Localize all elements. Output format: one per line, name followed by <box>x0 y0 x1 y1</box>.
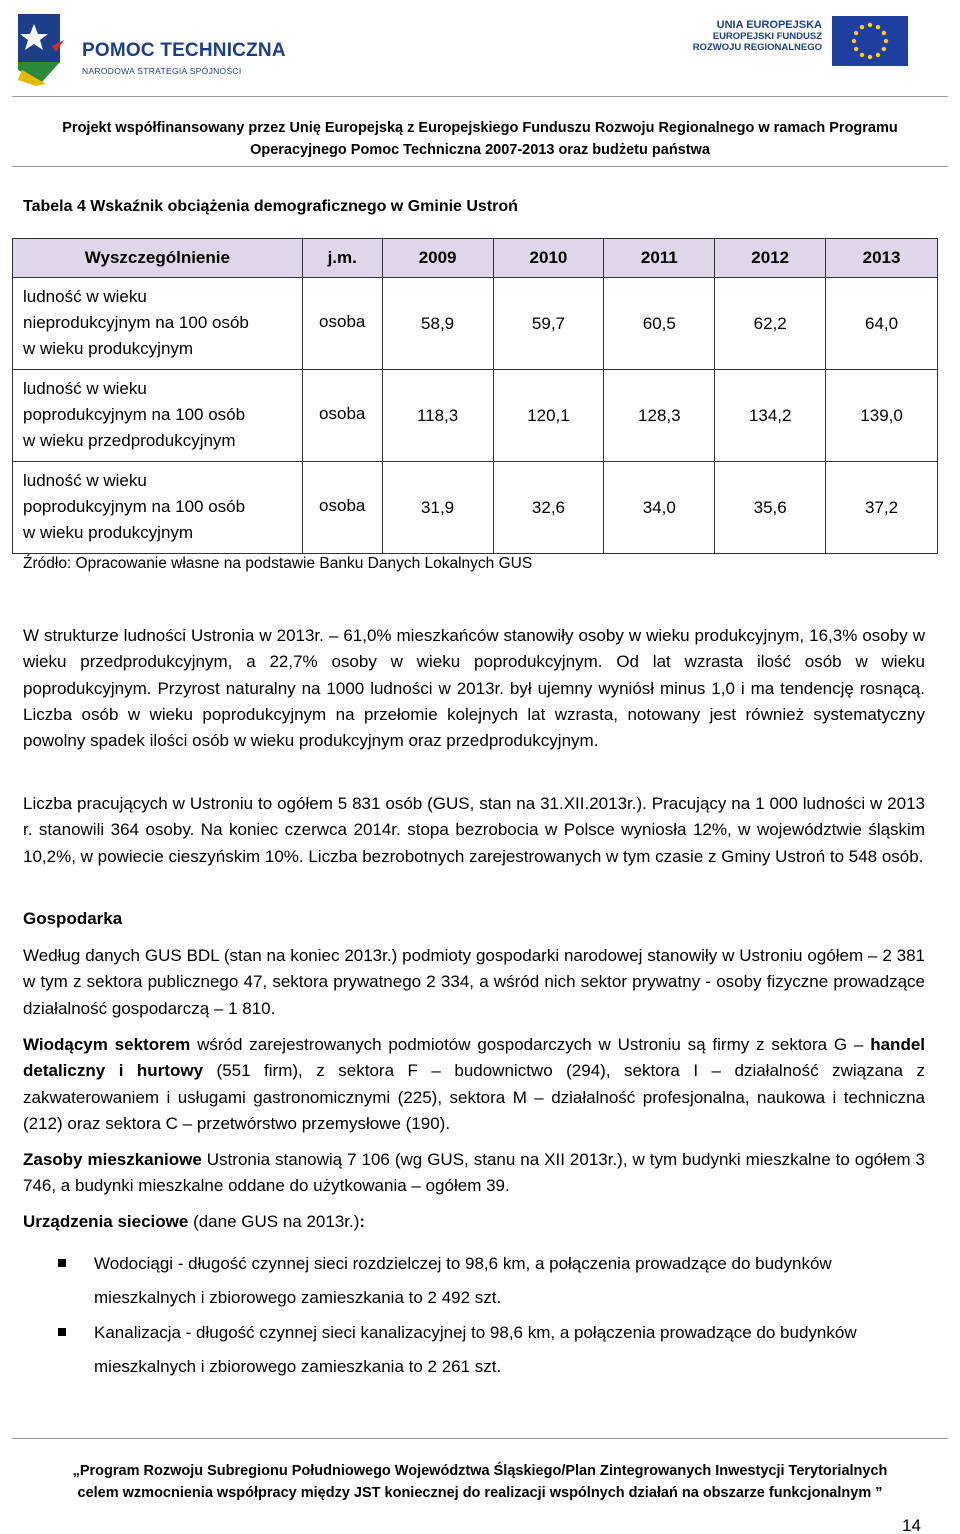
pomoc-techniczna-logo <box>12 10 286 90</box>
housing-label: Zasoby mieszkaniowe <box>23 1150 202 1169</box>
eu-logo-text <box>686 20 822 53</box>
table-row <box>13 370 938 462</box>
paragraph-housing <box>23 1147 925 1200</box>
column-header: 2010 <box>493 239 604 278</box>
list-item-text: Kanalizacja - długość czynnej sieci kanalizacyjnej to 98,6 km, a połączenia prowadzące do budynków mieszkalnych i zbiorowego zamieszkania to 2 261 szt. <box>94 1323 857 1376</box>
pomoc-techniczna-subtitle: NARODOWA STRATEGIA SPÓJNOŚCI <box>82 66 242 76</box>
row-label <box>13 278 303 370</box>
row-label-line: ludność w wieku <box>23 287 147 306</box>
pomoc-techniczna-brand: POMOC TECHNICZNA <box>82 40 286 61</box>
row-unit: osoba <box>302 278 382 370</box>
table-cell: 139,0 <box>826 370 938 462</box>
table-caption: Tabela 4 Wskaźnik obciążenia demograficznego w Gminie Ustroń <box>23 198 518 215</box>
eu-logo-line1: UNIA EUROPEJSKA <box>716 19 822 31</box>
project-funding-line-2: Operacyjnego Pomoc Techniczna 2007-2013 oraz budżetu państwa <box>250 142 710 158</box>
bullet-square-icon <box>58 1259 66 1267</box>
table-cell: 34,0 <box>604 462 715 554</box>
eu-logo <box>686 12 916 68</box>
table-cell: 31,9 <box>382 462 493 554</box>
row-label <box>13 370 303 462</box>
retail-sector-label: handel detaliczny i hurtowy <box>23 1035 926 1081</box>
list-item <box>23 1247 925 1315</box>
table-source-note: Źródło: Opracowanie własne na podstawie Banku Danych Lokalnych GUS <box>23 555 533 572</box>
row-label-line: poprodukcyjnym na 100 osób <box>23 497 246 516</box>
table-row <box>13 462 938 554</box>
table-cell: 120,1 <box>493 370 604 462</box>
paragraph-population-structure: W strukturze ludności Ustronia w 2013r. – 61,0% mieszkańców stanowiły osoby w wieku produkcyjnym, 16,3% osoby w wieku przedprodukcyjnym, a 22,7% osoby w wieku poprodukcyjnym. Od lat wzrasta ilość osób w wieku poprodukcyjnym. Przyrost naturalny na 1000 ludności w 2013r. był ujemny wyniósł minus 1,0 i ma tendencję rosnącą. Liczba osób w wieku poprodukcyjnym na przełomie kolejnych lat wzrasta, notowany jest również systematyczny powolny spadek ilości osób w wieku produkcyjnym oraz przedprodukcyjnym. <box>23 626 925 751</box>
row-unit: osoba <box>302 370 382 462</box>
network-utilities-label: Urządzenia sieciowe <box>23 1212 189 1231</box>
list-item <box>23 1316 925 1384</box>
table-cell: 128,3 <box>604 370 715 462</box>
header-divider <box>12 96 948 97</box>
table-cell: 60,5 <box>604 278 715 370</box>
row-label <box>13 462 303 554</box>
leading-sector-text: wśród zarejestrowanych podmiotów gospodarczych w Ustroniu są firmy z sektora G – <box>190 1035 871 1054</box>
table-row <box>13 278 938 370</box>
row-label-line: w wieku produkcyjnym <box>23 339 194 358</box>
heading-gospodarka: Gospodarka <box>23 909 123 928</box>
eu-logo-line2: EUROPEJSKI FUNDUSZ <box>712 31 822 42</box>
footer-divider <box>12 1438 948 1439</box>
table-cell: 32,6 <box>493 462 604 554</box>
network-utilities-colon: : <box>359 1212 366 1231</box>
leading-sector-text-cont: (551 firm), z sektora F – budownictwo (294), sektora I – działalność związana z zakwaterowaniem i usługami gastronomicznymi (225), sektora M – działalność profesjonalna, naukowa i techniczna (212) oraz sektora C – przetwórstwo przemysłowe (190). <box>23 1061 925 1133</box>
table-cell: 134,2 <box>715 370 826 462</box>
table-cell: 37,2 <box>826 462 938 554</box>
column-header: 2011 <box>604 239 715 278</box>
table-cell: 64,0 <box>826 278 938 370</box>
eu-flag-icon <box>832 16 908 66</box>
row-label-line: w wieku produkcyjnym <box>23 523 194 542</box>
row-label-line: ludność w wieku <box>23 471 147 490</box>
paragraph-leading-sector <box>23 1032 925 1137</box>
footer-program-line-1: „Program Rozwoju Subregionu Południowego Województwa Śląskiego/Plan Zintegrowanych Inwestycji Terytorialnych <box>72 1463 888 1479</box>
table-cell: 62,2 <box>715 278 826 370</box>
leading-sector-label: Wiodącym sektorem <box>23 1035 191 1054</box>
footer-program-line-2: celem wzmocnienia współpracy między JST koniecznej do realizacji wspólnych działań na obszarze funkcjonalnym ” <box>77 1485 883 1501</box>
table-cell: 59,7 <box>493 278 604 370</box>
table-cell: 35,6 <box>715 462 826 554</box>
header-subdivider <box>12 166 948 167</box>
paragraph-employment: Liczba pracujących w Ustroniu to ogółem 5 831 osób (GUS, stan na 31.XII.2013r.). Pracujący na 1 000 ludności w 2013 r. stanowili 364 osoby. Na koniec czerwca 2014r. stopa bezrobocia w Polsce wyniosła 12%, w województwie śląskim 10,2%, w powiecie cieszyńskim 10%. Liczba bezrobotnych zarejestrowanych w tym czasie z Gminy Ustroń to 548 osób. <box>23 794 925 866</box>
eu-logo-line3: ROZWOJU REGIONALNEGO <box>692 42 822 53</box>
heading-network-utilities <box>23 1212 365 1232</box>
column-header: 2013 <box>826 239 938 278</box>
table-cell: 58,9 <box>382 278 493 370</box>
row-label-line: w wieku przedprodukcyjnym <box>23 431 236 450</box>
demographic-indicator-table <box>12 238 938 554</box>
row-label-line: nieprodukcyjnym na 100 osób <box>23 313 249 332</box>
column-header: 2009 <box>382 239 493 278</box>
paragraph-economy: Według danych GUS BDL (stan na koniec 2013r.) podmioty gospodarki narodowej stanowiły w Ustroniu ogółem – 2 381 w tym z sektora publicznego 47, sektora prywatnego 2 334, a wśród nich sektor prywatny - osoby fizyczne prowadzące działalność gospodarczą – 1 810. <box>23 946 925 1018</box>
network-utilities-source: (dane GUS na 2013r.) <box>188 1212 360 1231</box>
table-cell: 118,3 <box>382 370 493 462</box>
bullet-square-icon <box>58 1328 66 1336</box>
page-number: 14 <box>902 1516 921 1534</box>
table-header-row <box>13 239 938 278</box>
column-header: Wyszczególnienie <box>13 239 303 278</box>
column-header: 2012 <box>715 239 826 278</box>
project-funding-line-1: Projekt współfinansowany przez Unię Europejską z Europejskiego Funduszu Rozwoju Regionalnego w ramach Programu <box>62 120 898 136</box>
row-label-line: ludność w wieku <box>23 379 147 398</box>
pomoc-techniczna-emblem-icon <box>12 10 72 88</box>
row-label-line: poprodukcyjnym na 100 osób <box>23 405 246 424</box>
column-header: j.m. <box>302 239 382 278</box>
row-unit: osoba <box>302 462 382 554</box>
housing-text: Ustronia stanowią 7 106 (wg GUS, stanu na XII 2013r.), w tym budynki mieszkalne to ogółem 3 746, a budynki mieszkalne oddane do użytkowania – ogółem 39. <box>23 1150 925 1196</box>
utilities-list <box>23 1247 925 1385</box>
list-item-text: Wodociągi - długość czynnej sieci rozdzielczej to 98,6 km, a połączenia prowadzące do budynków mieszkalnych i zbiorowego zamieszkania to 2 492 szt. <box>94 1254 832 1307</box>
